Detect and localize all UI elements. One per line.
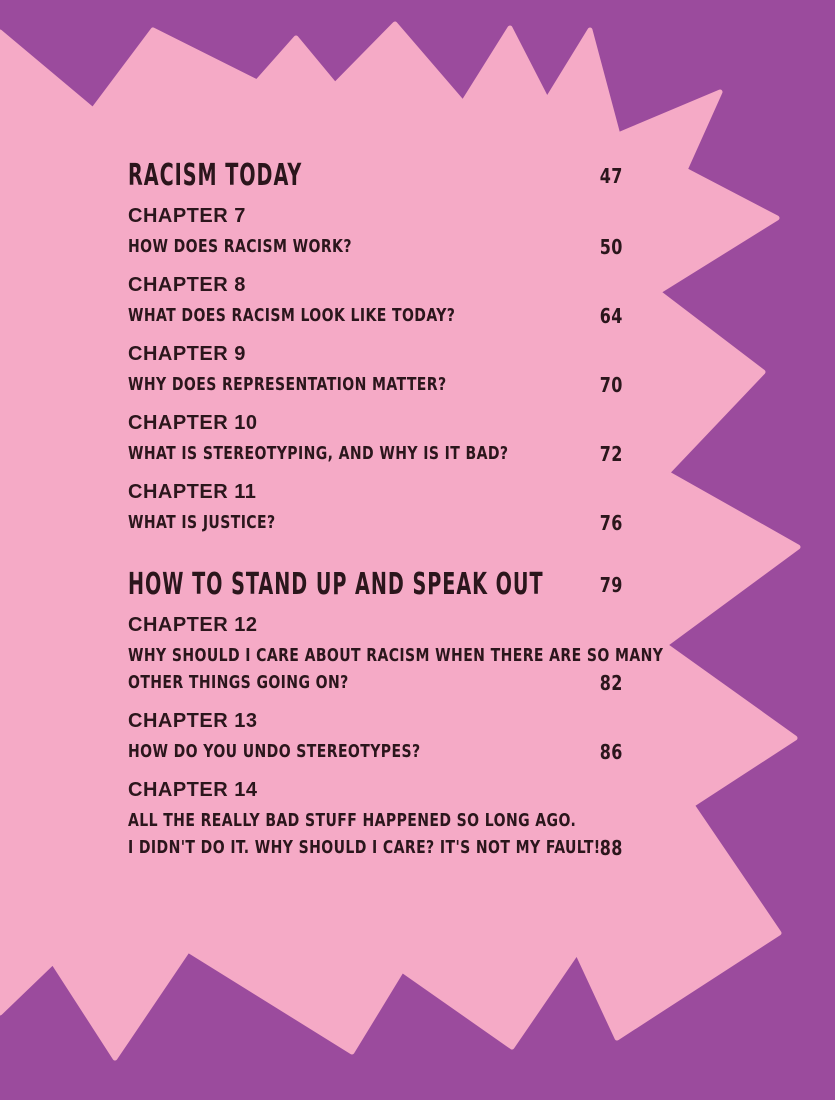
chapter-page-number: 50 <box>599 235 623 259</box>
chapter-page-number: 88 <box>599 836 623 860</box>
toc-chapter-entry <box>128 204 623 257</box>
toc-chapter-entry <box>128 709 623 762</box>
chapter-title: WHAT DOES RACISM LOOK LIKE TODAY? <box>128 305 456 326</box>
chapter-label: CHAPTER 13 <box>128 710 258 732</box>
table-of-contents <box>128 158 664 874</box>
chapter-page-number: 64 <box>599 304 623 328</box>
toc-chapter-entry <box>128 613 664 695</box>
chapter-page-number: 82 <box>599 671 623 695</box>
chapter-title-row <box>128 742 623 762</box>
chapter-label: CHAPTER 9 <box>128 343 246 365</box>
chapter-title: ALL THE REALLY BAD STUFF HAPPENED SO LONG AGO. <box>128 810 577 831</box>
toc-part-row <box>128 569 623 601</box>
chapter-title: HOW DOES RACISM WORK? <box>128 236 352 257</box>
chapter-title: WHAT IS JUSTICE? <box>128 512 276 533</box>
chapter-label: CHAPTER 12 <box>128 614 258 636</box>
chapter-title-row <box>128 444 623 464</box>
chapter-title-row <box>128 645 664 695</box>
toc-chapter-entry <box>128 342 623 395</box>
chapter-title-row <box>128 513 623 533</box>
chapter-label: CHAPTER 7 <box>128 205 246 227</box>
part-title: RACISM TODAY <box>128 158 303 193</box>
chapter-label: CHAPTER 10 <box>128 412 258 434</box>
chapter-title: OTHER THINGS GOING ON? <box>128 672 349 693</box>
chapter-label: CHAPTER 11 <box>128 481 257 503</box>
toc-chapter-entry <box>128 411 623 464</box>
part-page-number: 47 <box>599 164 623 188</box>
toc-chapter-entry <box>128 480 623 533</box>
chapter-title: WHAT IS STEREOTYPING, AND WHY IS IT BAD? <box>128 443 509 464</box>
chapter-title: HOW DO YOU UNDO STEREOTYPES? <box>128 741 421 762</box>
chapter-title-row <box>128 306 623 326</box>
part-page-number: 79 <box>599 573 623 597</box>
chapter-title-row <box>128 811 623 858</box>
toc-chapter-entry <box>128 778 623 858</box>
chapter-page-number: 72 <box>599 442 623 466</box>
chapter-page-number: 70 <box>599 373 623 397</box>
toc-part-row <box>128 160 623 192</box>
chapter-title: WHY DOES REPRESENTATION MATTER? <box>128 374 447 395</box>
part-title: HOW TO STAND UP AND SPEAK OUT <box>128 567 544 602</box>
chapter-label: CHAPTER 8 <box>128 274 246 296</box>
chapter-page-number: 86 <box>599 740 623 764</box>
toc-chapter-entry <box>128 273 623 326</box>
chapter-title: WHY SHOULD I CARE ABOUT RACISM WHEN THERE ARE SO MANY <box>128 645 664 666</box>
chapter-title: I DIDN'T DO IT. WHY SHOULD I CARE? IT'S NOT MY FAULT! <box>128 837 601 858</box>
chapter-title-row <box>128 237 623 257</box>
chapter-title-row <box>128 375 623 395</box>
chapter-label: CHAPTER 14 <box>128 779 258 801</box>
chapter-page-number: 76 <box>599 511 623 535</box>
